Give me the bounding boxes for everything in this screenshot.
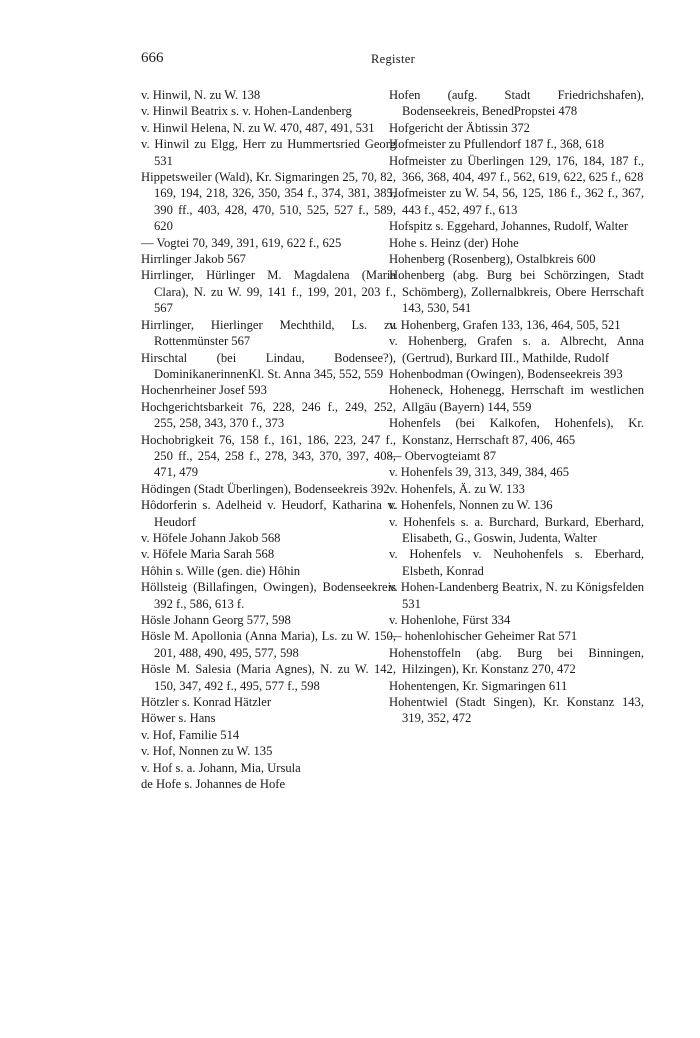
index-entry: — Vogtei 70, 349, 391, 619, 622 f., 625: [141, 235, 342, 250]
index-entry: Hofmeister zu W. 54, 56, 125, 186 f., 362 f., 367, 443 f., 452, 497 f., 613: [389, 186, 644, 217]
index-entry: v. Hohenfels, Nonnen zu W. 136: [389, 498, 553, 513]
index-entry: Hofspitz s. Eggehard, Johannes, Rudolf, Walter: [389, 219, 629, 234]
index-entry: Hohenbodman (Owingen), Bodenseekreis 393: [389, 366, 623, 381]
index-entry: Hösle M. Apollonia (Anna Maria), Ls. zu W. 150, 201, 488, 490, 495, 577, 598: [141, 629, 396, 660]
index-entry: v. Hinwil, N. zu W. 138: [141, 88, 261, 102]
index-entry: v. Hohenfels v. Neuhohenfels s. Eberhard, Elsbeth, Konrad: [389, 547, 644, 578]
index-entry: Hoheneck, Hohenegg, Herrschaft im westlichen Allgäu (Bayern) 144, 559: [389, 383, 644, 414]
index-entry: Hohenfels (bei Kalkofen, Hohenfels), Kr. Konstanz, Herrschaft 87, 406, 465: [389, 416, 644, 447]
left-column: [141, 87, 396, 792]
index-entry: Hochgerichtsbarkeit 76, 228, 246 f., 249, 252, 255, 258, 343, 370 f., 373: [141, 399, 396, 431]
index-entry: Hohenberg (abg. Burg bei Schörzingen, Stadt Schömberg), Zollernalbkreis, Obere Herrschaft 143, 530, 541: [389, 268, 644, 316]
index-entry: v. Hohen-Landenberg Beatrix, N. zu Königsfelden 531: [389, 580, 644, 611]
index-entry: v. Hohenfels 39, 313, 349, 384, 465: [389, 465, 570, 480]
index-entry: Hohentengen, Kr. Sigmaringen 611: [389, 678, 568, 693]
index-entry: v. Hohenfels s. a. Burchard, Burkard, Eberhard, Elisabeth, G., Goswin, Judenta, Walter: [389, 514, 644, 545]
index-entry: Hirrlinger Jakob 567: [141, 252, 246, 267]
running-head: Register: [370, 52, 416, 66]
index-entry: Hirrlinger, Hürlinger M. Magdalena (Maria Clara), N. zu W. 99, 141 f., 199, 201, 203 f., 567: [141, 268, 396, 316]
index-entry: v. Hohenfels, Ä. zu W. 133: [389, 481, 525, 496]
index-entry: Hösle Johann Georg 577, 598: [141, 613, 291, 627]
index-entry: — Obervogteiamt 87: [389, 448, 497, 463]
index-entry: v. Höfele Maria Sarah 568: [141, 547, 275, 562]
index-entry: Hofgericht der Äbtissin 372: [389, 120, 530, 135]
index-entry: Hohe s. Heinz (der) Hohe: [389, 235, 519, 250]
page-number: 666: [141, 50, 164, 66]
index-entry: Hochenrheiner Josef 593: [141, 383, 267, 398]
index-entry: Hofmeister zu Überlingen 129, 176, 184, 187 f., 366, 368, 404, 497 f., 562, 619, 622, 625 f., 628: [389, 153, 644, 185]
index-entry: v. Hof, Familie 514: [141, 727, 240, 742]
index-entry: Hirschtal (bei Lindau, Bodensee?), DominikanerinnenKl. St. Anna 345, 552, 559: [141, 350, 396, 381]
index-entry: de Hofe s. Johannes de Hofe: [141, 777, 286, 792]
index-entry: v. Hof, Nonnen zu W. 135: [141, 744, 273, 759]
right-column: [389, 87, 644, 727]
index-entry: v. Hof s. a. Johann, Mia, Ursula: [141, 760, 301, 775]
index-entry: Hödingen (Stadt Überlingen), Bodenseekreis 392: [141, 481, 390, 496]
index-entry: v. Hohenberg, Grafen s. a. Albrecht, Anna (Gertrud), Burkard III., Mathilde, Rudolf: [389, 334, 644, 365]
index-entry: Hirrlinger, Hierlinger Mechthild, Ls. zu Rottenmünster 567: [141, 317, 396, 349]
index-entry: Hösle M. Salesia (Maria Agnes), N. zu W. 142, 150, 347, 492 f., 495, 577 f., 598: [141, 662, 396, 693]
index-entry: Hohenberg (Rosenberg), Ostalbkreis 600: [389, 252, 596, 267]
index-entry: Hochobrigkeit 76, 158 f., 161, 186, 223, 247 f., 250 ff., 254, 258 f., 278, 343, 370, 397, 408, 471, 479: [141, 432, 396, 480]
index-entry: v. Höfele Johann Jakob 568: [141, 530, 281, 545]
index-entry: Hofmeister zu Pfullendorf 187 f., 368, 618: [389, 137, 605, 152]
index-entry: Hôdorferin s. Adelheid v. Heudorf, Katharina v. Heudorf: [141, 498, 396, 529]
index-entry: v. Hinwil zu Elgg, Herr zu Hummertsried Georg 531: [141, 137, 396, 168]
index-entry: Hippetsweiler (Wald), Kr. Sigmaringen 25, 70, 82, 169, 194, 218, 326, 350, 354 f., 374, 381, 385, 390 ff., 403, 428, 470, 510, 525, 527 f., 589, 620: [141, 170, 396, 234]
index-entry: Höllsteig (Billafingen, Owingen), Bodenseekreis 392 f., 586, 613 f.: [141, 580, 396, 611]
index-entry: Hohenstoffeln (abg. Burg bei Binningen, Hilzingen), Kr. Konstanz 270, 472: [389, 645, 644, 677]
index-entry: v. Hohenlohe, Fürst 334: [389, 613, 511, 627]
page-header: [141, 50, 645, 72]
index-entry: Hötzler s. Konrad Hätzler: [141, 695, 272, 710]
index-entry: v. Hinwil Beatrix s. v. Hohen-Landenberg: [141, 104, 352, 119]
index-entry: v. Hohenberg, Grafen 133, 136, 464, 505, 521: [389, 317, 621, 332]
index-entry: — hohenlohischer Geheimer Rat 571: [389, 629, 578, 644]
index-entry: Höwer s. Hans: [141, 711, 216, 726]
index-entry: Hofen (aufg. Stadt Friedrichshafen), Bodenseekreis, BenedPropstei 478: [389, 88, 644, 119]
index-entry: Hohentwiel (Stadt Singen), Kr. Konstanz 143, 319, 352, 472: [389, 695, 644, 726]
index-entry: v. Hinwil Helena, N. zu W. 470, 487, 491, 531: [141, 120, 375, 135]
index-entry: Hôhin s. Wille (gen. die) Hôhin: [141, 563, 301, 578]
